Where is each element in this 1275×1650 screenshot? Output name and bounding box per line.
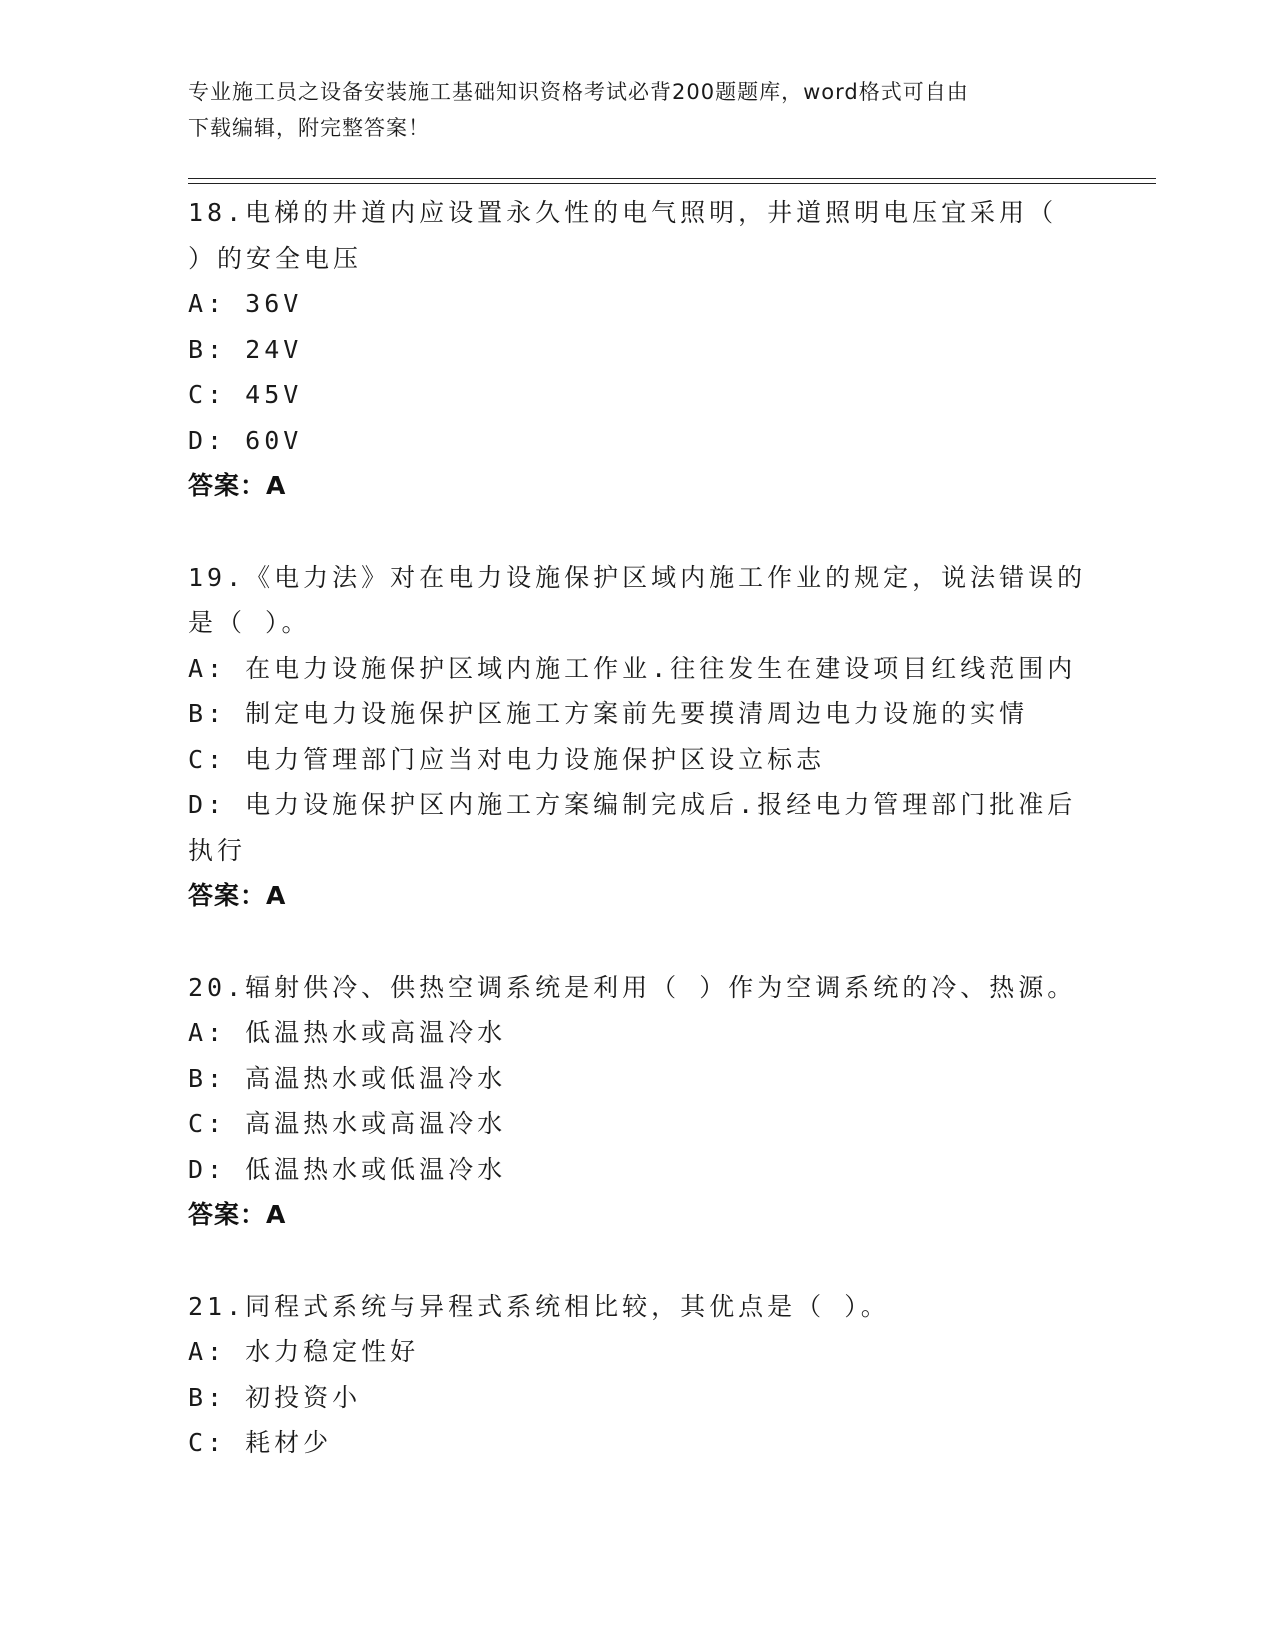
option-a: A: 低温热水或高温冷水 (188, 1018, 507, 1047)
answer-label: 答案：A (188, 881, 287, 910)
answer-label: 答案：A (188, 1200, 287, 1229)
option-c: C: 45V (188, 380, 303, 409)
option-b: B: 24V (188, 334, 303, 364)
option-c: C: 电力管理部门应当对电力设施保护区设立标志 (188, 744, 826, 774)
question-stem: 21.同程式系统与异程式系统相比较，其优点是（ ）。 (188, 1291, 890, 1321)
option-a: A: 水力稳定性好 (188, 1337, 420, 1366)
option-b: B: 制定电力设施保护区施工方案前先要摸清周边电力设施的实情 (188, 699, 1029, 728)
option-a: A: 在电力设施保护区域内施工作业.往往发生在建设项目红线范围内 (188, 653, 1077, 683)
header-line-1: 专业施工员之设备安装施工基础知识资格考试必背200题题库，word格式可自由 (188, 80, 969, 104)
question-stem: 是（ ）。 (188, 608, 311, 637)
option-b: B: 高温热水或低温冷水 (188, 1063, 507, 1093)
question-stem: 19.《电力法》对在电力设施保护区域内施工作业的规定，说法错误的 (188, 562, 1087, 592)
option-c: C: 耗材少 (188, 1428, 333, 1457)
option-c: C: 高温热水或高温冷水 (188, 1109, 507, 1138)
option-a: A: 36V (188, 289, 303, 318)
header-divider-bottom (188, 183, 1156, 184)
header-line-2: 下载编辑，附完整答案！ (188, 116, 430, 140)
question-stem: 20.辐射供冷、供热空调系统是利用（ ）作为空调系统的冷、热源。 (188, 972, 1077, 1002)
question-list (188, 190, 1088, 1512)
option-d: D: 电力设施保护区内施工方案编制完成后.报经电力管理部门批准后 (188, 790, 1077, 819)
option-d: D: 60V (188, 425, 303, 455)
option-b: B: 初投资小 (188, 1382, 362, 1412)
option-d: D: 低温热水或低温冷水 (188, 1154, 507, 1184)
question-21 (188, 1284, 1088, 1466)
question-19 (188, 555, 1088, 919)
question-stem: ）的安全电压 (188, 243, 363, 273)
question-20 (188, 965, 1088, 1238)
answer-label: 答案：A (188, 471, 287, 500)
document-header (188, 74, 1068, 146)
option-d-continued: 执行 (188, 835, 247, 865)
question-18 (188, 190, 1088, 509)
header-divider-top (188, 178, 1156, 179)
question-stem: 18.电梯的井道内应设置永久性的电气照明，井道照明电压宜采用（ (188, 198, 1058, 227)
